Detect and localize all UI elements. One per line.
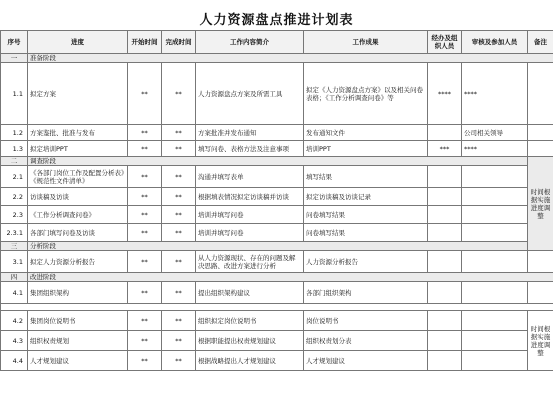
row-end: ** [162,63,196,125]
row-number: 1.2 [1,125,28,141]
row-number: 1.3 [1,141,28,157]
row-end: ** [162,311,196,331]
row-number: 2.3 [1,206,28,224]
phase-number: 三 [1,242,28,251]
row-number: 3.1 [1,251,28,273]
row-end: ** [162,125,196,141]
row-progress: 方案鉴批、批准与发布 [28,125,128,141]
header-content: 工作内容简介 [196,31,304,54]
table-row [1,63,553,125]
note-cell: 时间根据实施进度调整 [528,157,553,251]
phase-label: 调查阶段 [28,157,528,166]
gap-cell [1,304,553,311]
row-progress: 访谈稿及访谈 [28,188,128,206]
header-row [1,31,553,54]
header-progress: 进度 [28,31,128,54]
row-progress: 组织权责规划 [28,331,128,351]
row-end: ** [162,166,196,188]
row-number: 2.3.1 [1,224,28,242]
row-review [462,282,528,304]
row-review [462,331,528,351]
plan-table-wrapper [0,30,553,371]
row-result: 填写结果 [304,166,428,188]
row-progress: 《工作分析调查问卷》 [28,206,128,224]
row-progress: 人才规划建议 [28,351,128,371]
document-title: 人力资源盘点推进计划表 [199,13,354,28]
row-progress: 集团岗位说明书 [28,311,128,331]
row-review [462,351,528,371]
phase-label: 分析阶段 [28,242,528,251]
row-note [528,251,553,273]
phase-number: 二 [1,157,28,166]
table-row [1,125,553,141]
header-end: 完成时间 [162,31,196,54]
table-row [1,224,553,242]
row-end: ** [162,206,196,224]
phase-row [1,242,553,251]
row-staff [428,311,462,331]
row-result: 人才规划建议 [304,351,428,371]
row-content: 组织拟定岗位说明书 [196,311,304,331]
row-progress: 拟定培训PPT [28,141,128,157]
row-result: 问卷填写结果 [304,224,428,242]
row-staff [428,166,462,188]
row-start: ** [128,351,162,371]
row-result: 培训PPT [304,141,428,157]
row-number: 1.1 [1,63,28,125]
table-row [1,206,553,224]
row-start: ** [128,206,162,224]
note-cell: 时间根据实施进度调整 [528,311,553,371]
row-review [462,224,528,242]
row-progress: 拟定方案 [28,63,128,125]
row-content: 人力资源盘点方案及所需工具 [196,63,304,125]
row-number: 4.4 [1,351,28,371]
table-gap-row [1,304,553,311]
row-staff: **** [428,63,462,125]
row-start: ** [128,224,162,242]
table-row [1,188,553,206]
row-result: 岗位说明书 [304,311,428,331]
row-start: ** [128,311,162,331]
row-start: ** [128,251,162,273]
row-result: 问卷填写结果 [304,206,428,224]
phase-row [1,157,553,166]
row-staff [428,251,462,273]
plan-table [0,30,553,371]
row-content: 根据填表情况拟定访谈稿并访谈 [196,188,304,206]
row-content: 培训并填写问卷 [196,206,304,224]
phase-label: 改进阶段 [28,273,553,282]
row-content: 沟通并填写表单 [196,166,304,188]
row-review [462,206,528,224]
row-content: 从人力资源现状、存在的问题及解决思路、改进方案进行分析 [196,251,304,273]
table-row [1,351,553,371]
row-result: 各部门组织架构 [304,282,428,304]
row-end: ** [162,351,196,371]
row-content: 方案批准并发布通知 [196,125,304,141]
phase-number: 一 [1,54,28,63]
row-staff [428,188,462,206]
row-review [462,251,528,273]
row-number: 4.3 [1,331,28,351]
header-result: 工作成果 [304,31,428,54]
header-review: 审核及参加人员 [462,31,528,54]
row-start: ** [128,141,162,157]
row-review: 公司相关领导 [462,125,528,141]
row-start: ** [128,282,162,304]
row-start: ** [128,331,162,351]
row-start: ** [128,188,162,206]
row-result: 人力资源分析报告 [304,251,428,273]
phase-row [1,273,553,282]
table-row [1,331,553,351]
row-number: 4.1 [1,282,28,304]
row-review [462,166,528,188]
row-review: **** [462,141,528,157]
table-row [1,311,553,331]
header-staff: 经办及组织人员 [428,31,462,54]
row-progress: 各部门填写问卷及访谈 [28,224,128,242]
row-result: 拟定访谈稿及访谈记录 [304,188,428,206]
table-row [1,141,553,157]
row-review: **** [462,63,528,125]
row-number: 2.2 [1,188,28,206]
phase-label: 准备阶段 [28,54,553,63]
row-result: 拟定《人力资源盘点方案》以及相关问卷表格；《工作分析调查问卷》等 [304,63,428,125]
row-start: ** [128,166,162,188]
row-end: ** [162,188,196,206]
row-staff [428,224,462,242]
row-start: ** [128,63,162,125]
row-progress: 拟定人力资源分析报告 [28,251,128,273]
row-progress: 《各部门岗位工作及配置分析表》《规范性文件清单》 [28,166,128,188]
row-number: 4.2 [1,311,28,331]
row-end: ** [162,224,196,242]
row-end: ** [162,141,196,157]
row-staff [428,125,462,141]
header-no: 序号 [1,31,28,54]
row-end: ** [162,331,196,351]
row-note [528,141,553,157]
row-staff [428,331,462,351]
row-note [528,125,553,141]
row-staff [428,351,462,371]
row-content: 填写问卷、表格方法及注意事项 [196,141,304,157]
header-note: 备注 [528,31,553,54]
row-result: 组织权责划分表 [304,331,428,351]
row-number: 2.1 [1,166,28,188]
row-content: 根据职能提出权责规划建议 [196,331,304,351]
phase-number: 四 [1,273,28,282]
row-content: 根据战略提出人才规划建议 [196,351,304,371]
row-progress: 集团组织架构 [28,282,128,304]
header-start: 开始时间 [128,31,162,54]
phase-row [1,54,553,63]
table-row [1,251,553,273]
row-end: ** [162,282,196,304]
row-content: 提出组织架构建议 [196,282,304,304]
row-end: ** [162,251,196,273]
row-review [462,311,528,331]
row-note [528,282,553,304]
table-row [1,282,553,304]
row-result: 发布通知文件 [304,125,428,141]
row-content: 培训并填写问卷 [196,224,304,242]
row-note [528,63,553,125]
row-review [462,188,528,206]
row-staff [428,282,462,304]
table-row [1,166,553,188]
row-staff: *** [428,141,462,157]
row-start: ** [128,125,162,141]
row-staff [428,206,462,224]
